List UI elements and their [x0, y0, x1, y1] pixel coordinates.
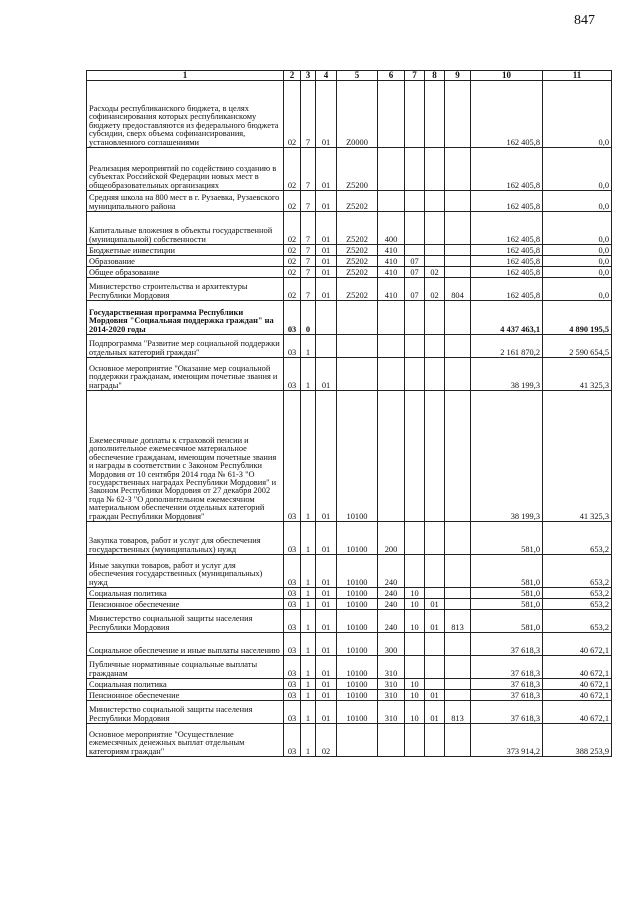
row-code-2-cell: 02	[284, 148, 301, 191]
row-code-7-cell	[405, 555, 425, 588]
row-code-9-cell	[445, 690, 471, 701]
row-amount-11-cell: 653,2	[543, 610, 612, 633]
row-code-5-cell: 10100	[337, 679, 378, 690]
row-code-8-cell	[425, 724, 445, 757]
table-row	[87, 191, 612, 212]
row-code-6-cell: 300	[378, 633, 405, 656]
row-code-2-cell: 03	[284, 588, 301, 599]
row-code-6-cell	[378, 301, 405, 335]
table-row	[87, 148, 612, 191]
row-amount-10-cell: 162 405,8	[471, 148, 543, 191]
row-code-8-cell	[425, 335, 445, 358]
row-amount-11-cell: 0,0	[543, 148, 612, 191]
table-row	[87, 358, 612, 391]
table-row	[87, 690, 612, 701]
table-row	[87, 656, 612, 679]
row-name-cell: Министерство социальной защиты населения Республики Мордовия	[87, 701, 284, 724]
row-amount-11-cell: 388 253,9	[543, 724, 612, 757]
row-amount-11-cell: 0,0	[543, 212, 612, 245]
row-code-2-cell: 02	[284, 278, 301, 301]
row-code-5-cell: Z5202	[337, 267, 378, 278]
row-code-4-cell: 01	[316, 358, 337, 391]
table-row	[87, 555, 612, 588]
row-code-7-cell	[405, 81, 425, 148]
row-code-5-cell: 10100	[337, 701, 378, 724]
row-code-5-cell: Z0000	[337, 81, 378, 148]
row-code-5-cell: 10100	[337, 690, 378, 701]
row-name-cell: Министерство социальной защиты населения Республики Мордовия	[87, 610, 284, 633]
row-amount-10-cell: 581,0	[471, 588, 543, 599]
row-code-3-cell: 7	[301, 267, 316, 278]
row-code-2-cell: 03	[284, 335, 301, 358]
row-code-8-cell: 01	[425, 610, 445, 633]
table-row	[87, 301, 612, 335]
row-code-4-cell: 01	[316, 267, 337, 278]
row-code-6-cell	[378, 148, 405, 191]
table-row	[87, 610, 612, 633]
table-row	[87, 335, 612, 358]
table-row	[87, 278, 612, 301]
row-code-9-cell	[445, 212, 471, 245]
row-amount-10-cell: 37 618,3	[471, 633, 543, 656]
row-code-9-cell	[445, 256, 471, 267]
col-header-10: 10	[471, 71, 543, 81]
row-name-cell: Министерство строительства и архитектуры Республики Мордовия	[87, 278, 284, 301]
row-code-9-cell	[445, 245, 471, 256]
row-amount-11-cell: 2 590 654,5	[543, 335, 612, 358]
row-code-5-cell: 10100	[337, 391, 378, 522]
row-code-5-cell	[337, 724, 378, 757]
row-amount-10-cell: 162 405,8	[471, 81, 543, 148]
row-amount-11-cell: 653,2	[543, 588, 612, 599]
row-code-8-cell	[425, 679, 445, 690]
row-code-4-cell: 01	[316, 633, 337, 656]
row-code-2-cell: 03	[284, 358, 301, 391]
row-code-2-cell: 03	[284, 391, 301, 522]
budget-table	[86, 70, 612, 757]
row-code-8-cell	[425, 358, 445, 391]
row-name-cell: Ежемесячные доплаты к страховой пенсии и дополнительное ежемесячное материальное обеспечение гражданам, имеющим почетные звания и награды в соответствии с Законом Республики Мордовия от 10 сентября 2014 года № 61-З "О государственных наградах Республики Мордовия" и Законом Республики Мордовия от 27 декабря 2002 года № 62-З "О дополнительном ежемесячном материальном обеспечении отдельных категорий граждан Республики Мордовия"	[87, 391, 284, 522]
row-code-6-cell: 310	[378, 701, 405, 724]
row-amount-11-cell: 40 672,1	[543, 633, 612, 656]
row-code-4-cell: 01	[316, 148, 337, 191]
row-code-9-cell	[445, 148, 471, 191]
row-code-2-cell: 02	[284, 212, 301, 245]
row-code-4-cell: 01	[316, 656, 337, 679]
row-code-8-cell	[425, 301, 445, 335]
table-row	[87, 724, 612, 757]
row-code-9-cell	[445, 81, 471, 148]
row-code-4-cell: 01	[316, 391, 337, 522]
row-code-9-cell	[445, 335, 471, 358]
row-code-9-cell	[445, 555, 471, 588]
row-code-7-cell	[405, 724, 425, 757]
row-code-7-cell	[405, 191, 425, 212]
row-code-4-cell: 01	[316, 555, 337, 588]
table-row	[87, 391, 612, 522]
row-code-7-cell	[405, 656, 425, 679]
row-code-9-cell	[445, 358, 471, 391]
row-code-9-cell	[445, 588, 471, 599]
row-code-4-cell: 01	[316, 278, 337, 301]
row-name-cell: Иные закупки товаров, работ и услуг для обеспечения государственных (муниципальных) нужд	[87, 555, 284, 588]
row-code-6-cell: 310	[378, 690, 405, 701]
row-code-3-cell: 7	[301, 191, 316, 212]
row-amount-11-cell: 4 890 195,5	[543, 301, 612, 335]
row-code-5-cell: Z5202	[337, 278, 378, 301]
page-number: 847	[574, 13, 595, 28]
row-code-7-cell	[405, 358, 425, 391]
row-code-3-cell: 7	[301, 148, 316, 191]
row-name-cell: Основное мероприятие "Оказание мер социальной поддержки гражданам, имеющим почетные звания и награды"	[87, 358, 284, 391]
row-code-2-cell: 03	[284, 633, 301, 656]
row-code-8-cell	[425, 588, 445, 599]
row-code-7-cell: 10	[405, 690, 425, 701]
row-code-7-cell	[405, 522, 425, 555]
row-code-2-cell: 02	[284, 256, 301, 267]
row-code-6-cell: 410	[378, 278, 405, 301]
row-amount-10-cell: 162 405,8	[471, 191, 543, 212]
row-code-8-cell	[425, 191, 445, 212]
row-code-7-cell: 07	[405, 256, 425, 267]
row-code-3-cell: 1	[301, 335, 316, 358]
row-code-3-cell: 0	[301, 301, 316, 335]
row-code-9-cell	[445, 599, 471, 610]
row-code-8-cell	[425, 148, 445, 191]
row-amount-10-cell: 581,0	[471, 522, 543, 555]
row-code-4-cell	[316, 301, 337, 335]
row-code-7-cell: 10	[405, 679, 425, 690]
row-code-2-cell: 03	[284, 610, 301, 633]
row-code-5-cell: Z5202	[337, 245, 378, 256]
table-row	[87, 599, 612, 610]
col-header-7: 7	[405, 71, 425, 81]
row-code-3-cell: 7	[301, 245, 316, 256]
row-code-5-cell	[337, 335, 378, 358]
row-code-9-cell: 804	[445, 278, 471, 301]
col-header-9: 9	[445, 71, 471, 81]
row-amount-10-cell: 373 914,2	[471, 724, 543, 757]
row-code-8-cell	[425, 81, 445, 148]
row-code-6-cell: 410	[378, 267, 405, 278]
row-code-2-cell: 02	[284, 191, 301, 212]
row-amount-10-cell: 2 161 870,2	[471, 335, 543, 358]
row-code-6-cell: 200	[378, 522, 405, 555]
row-amount-10-cell: 38 199,3	[471, 391, 543, 522]
row-amount-11-cell: 40 672,1	[543, 690, 612, 701]
row-code-7-cell: 07	[405, 278, 425, 301]
row-code-7-cell	[405, 335, 425, 358]
row-code-2-cell: 02	[284, 267, 301, 278]
row-code-7-cell	[405, 212, 425, 245]
row-code-5-cell: 10100	[337, 656, 378, 679]
col-header-1: 1	[87, 71, 284, 81]
row-code-8-cell	[425, 212, 445, 245]
row-code-3-cell: 7	[301, 212, 316, 245]
row-code-3-cell: 1	[301, 610, 316, 633]
table-body	[87, 81, 612, 757]
row-code-8-cell: 02	[425, 267, 445, 278]
row-code-8-cell	[425, 391, 445, 522]
row-code-4-cell: 01	[316, 701, 337, 724]
row-code-2-cell: 03	[284, 599, 301, 610]
row-code-8-cell	[425, 633, 445, 656]
row-code-8-cell: 01	[425, 690, 445, 701]
row-code-7-cell	[405, 391, 425, 522]
row-code-3-cell: 1	[301, 633, 316, 656]
row-code-3-cell: 1	[301, 522, 316, 555]
row-code-8-cell: 02	[425, 278, 445, 301]
row-code-5-cell: Z5202	[337, 212, 378, 245]
row-amount-11-cell: 0,0	[543, 245, 612, 256]
row-code-4-cell: 01	[316, 212, 337, 245]
row-amount-11-cell: 41 325,3	[543, 391, 612, 522]
row-code-8-cell: 01	[425, 599, 445, 610]
row-amount-11-cell: 41 325,3	[543, 358, 612, 391]
row-amount-10-cell: 581,0	[471, 610, 543, 633]
row-name-cell: Средняя школа на 800 мест в г. Рузаевка, Рузаевского муниципального района	[87, 191, 284, 212]
row-name-cell: Государственная программа Республики Мордовия "Социальная поддержка граждан" на 2014-2020 годы	[87, 301, 284, 335]
row-name-cell: Основное мероприятие "Осуществление ежемесячных денежных выплат отдельным категориям граждан"	[87, 724, 284, 757]
row-amount-11-cell: 0,0	[543, 81, 612, 148]
row-amount-11-cell: 40 672,1	[543, 656, 612, 679]
row-code-4-cell: 01	[316, 690, 337, 701]
row-code-8-cell	[425, 522, 445, 555]
row-name-cell: Социальная политика	[87, 679, 284, 690]
row-code-6-cell	[378, 391, 405, 522]
row-code-4-cell: 02	[316, 724, 337, 757]
row-code-4-cell: 01	[316, 599, 337, 610]
row-code-4-cell	[316, 335, 337, 358]
row-amount-11-cell: 0,0	[543, 278, 612, 301]
row-code-5-cell: 10100	[337, 555, 378, 588]
row-name-cell: Подпрограмма "Развитие мер социальной поддержки отдельных категорий граждан"	[87, 335, 284, 358]
row-name-cell: Расходы республиканского бюджета, в целях софинансирования которых республиканскому бюджету предоставляются из федерального бюджета субсидии, сверх объема софинансирования, установленного соглашениями	[87, 81, 284, 148]
row-name-cell: Бюджетные инвестиции	[87, 245, 284, 256]
row-code-6-cell: 410	[378, 256, 405, 267]
row-code-5-cell: Z5202	[337, 191, 378, 212]
row-code-9-cell	[445, 191, 471, 212]
row-amount-11-cell: 0,0	[543, 191, 612, 212]
row-code-9-cell	[445, 522, 471, 555]
row-code-8-cell	[425, 656, 445, 679]
row-code-5-cell	[337, 301, 378, 335]
table-row	[87, 633, 612, 656]
table-header-row	[87, 71, 612, 81]
row-code-7-cell: 10	[405, 610, 425, 633]
row-amount-10-cell: 37 618,3	[471, 679, 543, 690]
table-row	[87, 245, 612, 256]
row-name-cell: Социальное обеспечение и иные выплаты населению	[87, 633, 284, 656]
row-code-7-cell	[405, 245, 425, 256]
row-code-7-cell	[405, 301, 425, 335]
row-code-6-cell: 240	[378, 599, 405, 610]
row-code-4-cell: 01	[316, 610, 337, 633]
row-code-3-cell: 1	[301, 555, 316, 588]
row-code-7-cell	[405, 633, 425, 656]
row-code-2-cell: 02	[284, 81, 301, 148]
row-amount-11-cell: 0,0	[543, 267, 612, 278]
row-code-7-cell: 07	[405, 267, 425, 278]
col-header-5: 5	[337, 71, 378, 81]
row-code-3-cell: 7	[301, 256, 316, 267]
row-amount-10-cell: 37 618,3	[471, 690, 543, 701]
row-code-3-cell: 1	[301, 588, 316, 599]
row-code-3-cell: 1	[301, 724, 316, 757]
row-code-2-cell: 03	[284, 301, 301, 335]
row-amount-10-cell: 4 437 463,1	[471, 301, 543, 335]
row-code-4-cell: 01	[316, 588, 337, 599]
row-code-7-cell: 10	[405, 588, 425, 599]
row-code-3-cell: 1	[301, 701, 316, 724]
row-code-4-cell: 01	[316, 191, 337, 212]
row-code-9-cell: 813	[445, 610, 471, 633]
row-code-6-cell	[378, 191, 405, 212]
row-code-3-cell: 1	[301, 690, 316, 701]
row-code-8-cell	[425, 555, 445, 588]
row-amount-11-cell: 653,2	[543, 555, 612, 588]
table-row	[87, 212, 612, 245]
table-row	[87, 588, 612, 599]
row-code-5-cell: 10100	[337, 599, 378, 610]
row-amount-10-cell: 162 405,8	[471, 212, 543, 245]
table-row	[87, 81, 612, 148]
row-code-9-cell	[445, 656, 471, 679]
row-code-9-cell	[445, 267, 471, 278]
row-amount-10-cell: 37 618,3	[471, 656, 543, 679]
row-code-4-cell: 01	[316, 256, 337, 267]
row-code-9-cell: 813	[445, 701, 471, 724]
row-code-6-cell: 310	[378, 656, 405, 679]
row-code-6-cell	[378, 81, 405, 148]
row-code-2-cell: 03	[284, 656, 301, 679]
row-code-6-cell	[378, 358, 405, 391]
row-code-4-cell: 01	[316, 245, 337, 256]
row-amount-10-cell: 38 199,3	[471, 358, 543, 391]
row-code-3-cell: 1	[301, 679, 316, 690]
row-code-6-cell: 240	[378, 555, 405, 588]
row-code-9-cell	[445, 391, 471, 522]
row-code-7-cell: 10	[405, 701, 425, 724]
row-amount-10-cell: 581,0	[471, 555, 543, 588]
row-code-6-cell: 240	[378, 610, 405, 633]
table-row	[87, 522, 612, 555]
table-row	[87, 267, 612, 278]
col-header-3: 3	[301, 71, 316, 81]
row-amount-10-cell: 162 405,8	[471, 278, 543, 301]
row-code-5-cell: 10100	[337, 610, 378, 633]
row-code-3-cell: 7	[301, 81, 316, 148]
row-amount-10-cell: 162 405,8	[471, 256, 543, 267]
row-name-cell: Образование	[87, 256, 284, 267]
row-code-3-cell: 1	[301, 656, 316, 679]
row-code-5-cell: Z5200	[337, 148, 378, 191]
row-amount-11-cell: 40 672,1	[543, 701, 612, 724]
row-code-3-cell: 1	[301, 599, 316, 610]
row-code-4-cell: 01	[316, 679, 337, 690]
row-code-2-cell: 03	[284, 690, 301, 701]
row-name-cell: Пенсионное обеспечение	[87, 690, 284, 701]
row-amount-10-cell: 581,0	[471, 599, 543, 610]
row-code-9-cell	[445, 633, 471, 656]
row-code-2-cell: 03	[284, 701, 301, 724]
row-code-7-cell: 10	[405, 599, 425, 610]
row-code-2-cell: 03	[284, 679, 301, 690]
col-header-4: 4	[316, 71, 337, 81]
row-name-cell: Закупка товаров, работ и услуг для обеспечения государственных (муниципальных) нужд	[87, 522, 284, 555]
row-code-2-cell: 02	[284, 245, 301, 256]
row-code-2-cell: 03	[284, 555, 301, 588]
row-code-5-cell: 10100	[337, 522, 378, 555]
row-code-9-cell	[445, 301, 471, 335]
row-name-cell: Общее образование	[87, 267, 284, 278]
row-code-5-cell: Z5202	[337, 256, 378, 267]
row-code-3-cell: 7	[301, 278, 316, 301]
col-header-6: 6	[378, 71, 405, 81]
row-code-9-cell	[445, 679, 471, 690]
row-code-5-cell: 10100	[337, 588, 378, 599]
row-code-9-cell	[445, 724, 471, 757]
row-amount-11-cell: 653,2	[543, 522, 612, 555]
row-code-3-cell: 1	[301, 358, 316, 391]
col-header-11: 11	[543, 71, 612, 81]
row-name-cell: Публичные нормативные социальные выплаты гражданам	[87, 656, 284, 679]
row-code-7-cell	[405, 148, 425, 191]
row-code-6-cell: 310	[378, 679, 405, 690]
row-name-cell: Социальная политика	[87, 588, 284, 599]
row-code-6-cell	[378, 335, 405, 358]
row-code-8-cell	[425, 245, 445, 256]
row-code-2-cell: 03	[284, 724, 301, 757]
row-code-6-cell: 400	[378, 212, 405, 245]
col-header-8: 8	[425, 71, 445, 81]
row-amount-10-cell: 162 405,8	[471, 245, 543, 256]
row-name-cell: Реализация мероприятий по содействию созданию в субъектах Российской Федерации новых мест в общеобразовательных организациях	[87, 148, 284, 191]
row-code-8-cell: 01	[425, 701, 445, 724]
row-code-8-cell	[425, 256, 445, 267]
table-row	[87, 256, 612, 267]
row-amount-10-cell: 162 405,8	[471, 267, 543, 278]
row-amount-11-cell: 653,2	[543, 599, 612, 610]
row-code-6-cell	[378, 724, 405, 757]
row-code-6-cell: 240	[378, 588, 405, 599]
table-row	[87, 679, 612, 690]
row-amount-11-cell: 0,0	[543, 256, 612, 267]
table-row	[87, 701, 612, 724]
row-code-2-cell: 03	[284, 522, 301, 555]
row-code-3-cell: 1	[301, 391, 316, 522]
row-amount-11-cell: 40 672,1	[543, 679, 612, 690]
row-code-4-cell: 01	[316, 81, 337, 148]
row-code-4-cell: 01	[316, 522, 337, 555]
row-code-5-cell: 10100	[337, 633, 378, 656]
row-name-cell: Пенсионное обеспечение	[87, 599, 284, 610]
row-amount-10-cell: 37 618,3	[471, 701, 543, 724]
row-code-5-cell	[337, 358, 378, 391]
col-header-2: 2	[284, 71, 301, 81]
row-name-cell: Капитальные вложения в объекты государственной (муниципальной) собственности	[87, 212, 284, 245]
row-code-6-cell: 410	[378, 245, 405, 256]
